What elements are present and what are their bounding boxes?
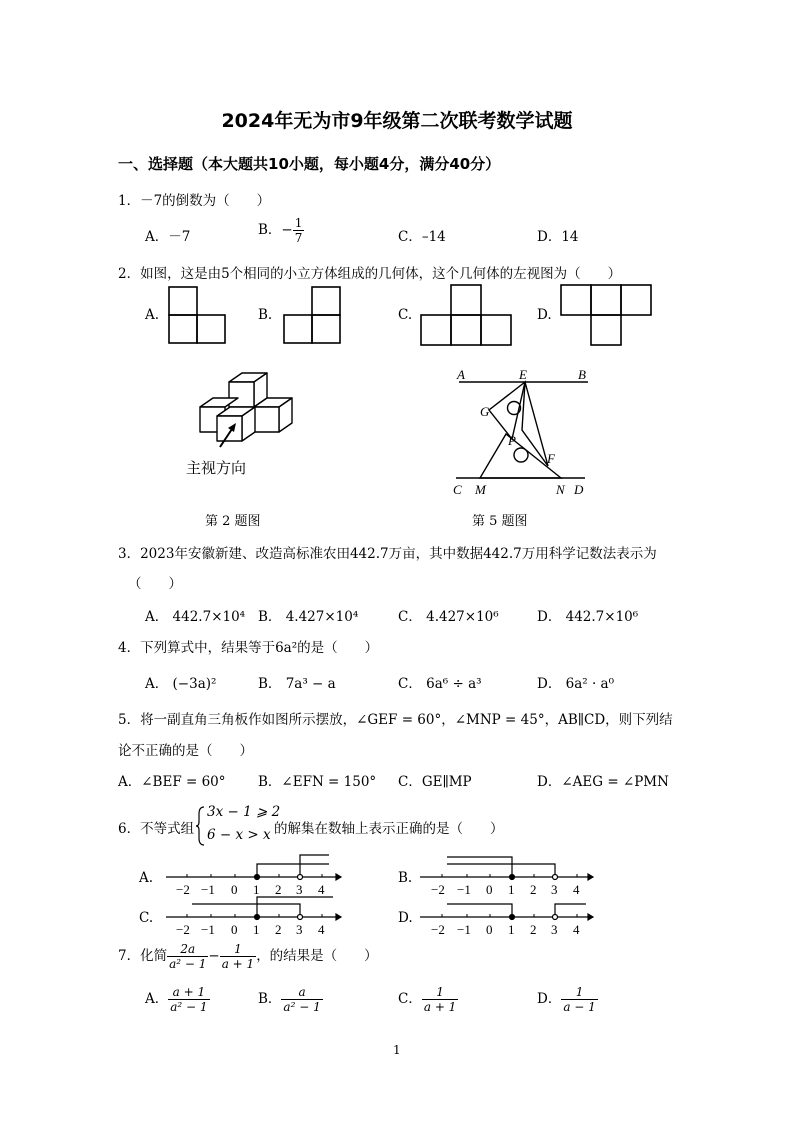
q6-c-tick: 0 bbox=[231, 922, 238, 937]
q7-option-b bbox=[258, 985, 323, 1014]
q3-paren: （ ） bbox=[128, 576, 182, 592]
q5-option-a: A．∠BEF = 60° bbox=[118, 774, 226, 790]
q6-option-a-label: A. bbox=[139, 870, 154, 886]
q7-d-num: 1 bbox=[561, 985, 597, 1000]
q5-figure bbox=[448, 363, 596, 501]
q3-option-a: A． 442.7×10⁴ bbox=[145, 609, 246, 625]
q7-stem bbox=[118, 942, 378, 971]
q2-option-d: D. bbox=[537, 307, 552, 323]
page-number: 1 bbox=[393, 1043, 401, 1057]
q6-a-tick: 4 bbox=[318, 882, 325, 897]
q6-c-tick: 1 bbox=[253, 922, 260, 937]
q6-suffix: 的解集在数轴上表示正确的是（ ） bbox=[274, 821, 504, 837]
q6-option-d-line bbox=[420, 904, 593, 920]
q6-b-tick: 1 bbox=[508, 882, 515, 897]
q2-cube-figure bbox=[180, 368, 310, 483]
q7-fraction-1 bbox=[167, 942, 208, 971]
q6-option-d-label: D. bbox=[398, 910, 413, 926]
fig5-caption: 第 5 题图 bbox=[472, 514, 528, 529]
q6-a-tick: −2 bbox=[176, 882, 190, 897]
q1-option-b-fraction bbox=[293, 216, 305, 245]
q6-option-c-label: C. bbox=[139, 910, 154, 926]
q1-option-b bbox=[258, 216, 304, 245]
q6-a-tick: 2 bbox=[275, 882, 282, 897]
section-heading: 一、选择题（本大题共10小题，每小题4分，满分40分） bbox=[118, 155, 501, 173]
q7-a-den: a² − 1 bbox=[170, 1000, 208, 1014]
q6-b-tick: 2 bbox=[530, 882, 537, 897]
q7-b-den: a² − 1 bbox=[283, 1000, 321, 1014]
page-title: 2024年无为市9年级第二次联考数学试题 bbox=[221, 110, 573, 132]
q6-d-tick: 2 bbox=[530, 922, 537, 937]
q5-stem: 5．将一副直角三角板作如图所示摆放，∠GEF = 60°，∠MNP = 45°，AB∥CD，则下列结 bbox=[118, 712, 673, 728]
q6-d-tick: −1 bbox=[457, 922, 471, 937]
q6-b-tick: 0 bbox=[486, 882, 493, 897]
q7-option-c-fraction bbox=[422, 985, 458, 1014]
q6-c-tick: −2 bbox=[176, 922, 190, 937]
q1-option-b-den: 7 bbox=[294, 231, 303, 245]
q7-prefix: 7．化简 bbox=[118, 948, 168, 964]
q5-label-g: G bbox=[480, 404, 490, 419]
q6-b-tick: −2 bbox=[431, 882, 445, 897]
q2-arrow-label: 主视方向 bbox=[186, 461, 247, 477]
q6-option-c-line bbox=[166, 897, 341, 920]
q6-option-a-line bbox=[166, 855, 341, 880]
q6-d-tick: 4 bbox=[573, 922, 580, 937]
q7-option-a bbox=[145, 985, 210, 1014]
q6-a-tick: −1 bbox=[201, 882, 215, 897]
q6-d-tick: 1 bbox=[508, 922, 515, 937]
q6-option-b-line bbox=[420, 857, 593, 880]
q5-label-b: B bbox=[578, 367, 586, 382]
q6-b-tick: 4 bbox=[573, 882, 580, 897]
q7-minus: − bbox=[208, 948, 220, 964]
q5-label-n: N bbox=[556, 482, 565, 497]
q6-a-tick: 0 bbox=[231, 882, 238, 897]
q7-fraction-2 bbox=[220, 942, 256, 971]
q4-option-a: A． (−3a)² bbox=[145, 676, 217, 692]
q6-a-tick: 1 bbox=[253, 882, 260, 897]
q4-option-d: D． 6a² · a⁰ bbox=[537, 676, 614, 692]
q5-option-b: B．∠EFN = 150° bbox=[258, 774, 377, 790]
q5-label-d: D bbox=[574, 482, 584, 497]
q7-f2-num: 1 bbox=[220, 942, 256, 957]
q7-f1-num: 2a bbox=[167, 942, 208, 957]
q6-d-tick: 0 bbox=[486, 922, 493, 937]
q2-option-d-figure bbox=[561, 285, 651, 345]
q5-label-m: M bbox=[475, 482, 486, 497]
q5-label-a: A bbox=[457, 367, 465, 382]
q2-stem: 2．如图，这是由5个相同的小立方体组成的几何体，这个几何体的左视图为（ ） bbox=[118, 266, 622, 282]
q6-brace bbox=[196, 806, 206, 846]
q6-c-tick: 4 bbox=[318, 922, 325, 937]
q3-stem: 3．2023年安徽新建、改造高标准农田442.7万亩，其中数据442.7万用科学记数法表示为 bbox=[118, 546, 657, 562]
q7-option-b-label: B． bbox=[258, 991, 282, 1007]
q6-c-tick: −1 bbox=[201, 922, 215, 937]
q7-a-num: a + 1 bbox=[168, 985, 209, 1000]
q7-option-c-label: C． bbox=[398, 991, 422, 1007]
q2-option-b-figure bbox=[284, 287, 340, 343]
q1-option-b-num: 1 bbox=[294, 216, 303, 230]
q5-label-f: F bbox=[547, 451, 555, 466]
q7-c-den: a + 1 bbox=[423, 1000, 457, 1014]
q6-tick-labels bbox=[176, 882, 580, 937]
q1-stem: 1．－7的倒数为（ ） bbox=[118, 193, 271, 209]
q7-c-num: 1 bbox=[422, 985, 458, 1000]
q5-label-e: E bbox=[519, 367, 527, 382]
q2-option-b: B. bbox=[258, 307, 273, 323]
q7-option-a-label: A． bbox=[145, 991, 169, 1007]
q6-b-tick: −1 bbox=[457, 882, 471, 897]
q3-option-b: B． 4.427×10⁴ bbox=[258, 609, 359, 625]
q6-c-tick: 2 bbox=[275, 922, 282, 937]
q2-option-c-figure bbox=[421, 285, 511, 345]
q6-prefix: 6．不等式组 bbox=[118, 821, 195, 837]
q2-option-a: A. bbox=[145, 307, 160, 323]
q6-option-b-label: B. bbox=[398, 870, 413, 886]
q4-stem: 4．下列算式中，结果等于6a²的是（ ） bbox=[118, 640, 379, 656]
q7-option-d-label: D． bbox=[537, 991, 562, 1007]
q7-option-d-fraction bbox=[561, 985, 597, 1014]
q6-d-tick: −2 bbox=[431, 922, 445, 937]
q6-b-tick: 3 bbox=[551, 882, 558, 897]
q6-inequality-2: 6 − x > x bbox=[207, 827, 271, 843]
q7-option-c bbox=[398, 985, 458, 1014]
q1-option-b-label: B． bbox=[258, 222, 282, 238]
q3-option-d: D． 442.7×10⁶ bbox=[537, 609, 639, 625]
q7-option-d bbox=[537, 985, 598, 1014]
q5-label-p: P bbox=[508, 433, 516, 448]
q6-c-tick: 3 bbox=[296, 922, 303, 937]
q7-f2-den: a + 1 bbox=[221, 957, 255, 971]
q1-option-c: C．–14 bbox=[398, 229, 446, 245]
q7-b-num: a bbox=[281, 985, 322, 1000]
q5-label-c: C bbox=[453, 482, 462, 497]
q2-option-a-figure bbox=[169, 287, 225, 343]
q6-a-tick: 3 bbox=[296, 882, 303, 897]
q7-d-den: a − 1 bbox=[563, 1000, 596, 1014]
fig2-caption: 第 2 题图 bbox=[205, 514, 261, 529]
q5-stem-continued: 论不正确的是（ ） bbox=[118, 743, 253, 759]
q7-suffix: ，的结果是（ ） bbox=[256, 948, 378, 964]
q6-d-tick: 3 bbox=[551, 922, 558, 937]
q1-option-b-sign: − bbox=[281, 222, 293, 238]
q1-option-d: D．14 bbox=[537, 229, 579, 245]
q7-f1-den: a² − 1 bbox=[169, 957, 207, 971]
q6-number-lines bbox=[0, 852, 794, 942]
q5-option-c: C．GE∥MP bbox=[398, 774, 472, 790]
q1-option-a: A．－7 bbox=[145, 229, 191, 245]
q2-option-c: C. bbox=[398, 307, 413, 323]
q5-option-d: D．∠AEG = ∠PMN bbox=[537, 774, 669, 790]
q4-option-b: B． 7a³ − a bbox=[258, 676, 336, 692]
q6-inequality-1: 3x − 1 ⩾ 2 bbox=[207, 804, 281, 820]
q7-option-a-fraction bbox=[168, 985, 209, 1014]
q2-option-figures bbox=[160, 280, 660, 348]
q7-option-b-fraction bbox=[281, 985, 322, 1014]
q4-option-c: C． 6a⁶ ÷ a³ bbox=[398, 676, 482, 692]
q3-option-c: C． 4.427×10⁶ bbox=[398, 609, 499, 625]
